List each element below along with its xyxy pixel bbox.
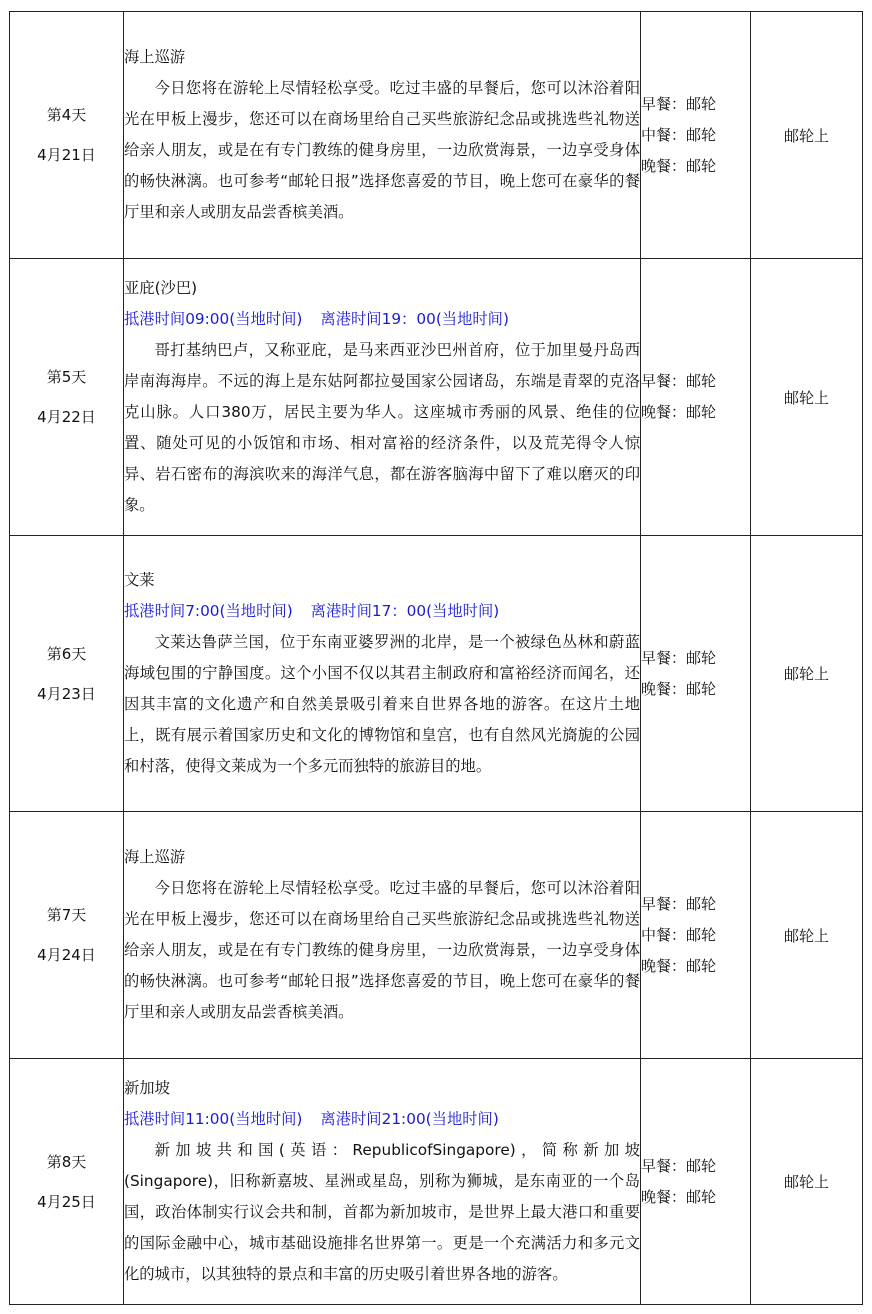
description-text: 新加坡共和国(英语：RepublicofSingapore)，简称新加坡(Singapore)，旧称新嘉坡、星洲或星岛，别称为狮城，是东南亚的一个岛国，政治体制实行议会共和制，首都为新加坡市，是世界上最大港口和重要的国际金融中心，城市基础设施排名世界第一。更是一个充满活力和多元文化的城市，以其独特的景点和丰富的历史吸引着世界各地的游客。 bbox=[124, 1141, 640, 1283]
day-cell bbox=[10, 1059, 124, 1305]
meal-item: 中餐：邮轮 bbox=[641, 925, 717, 944]
description-cell bbox=[124, 259, 641, 536]
description-text: 文莱达鲁萨兰国，位于东南亚婆罗洲的北岸，是一个被绿色丛林和蔚蓝海域包围的宁静国度。这个小国不仅以其君主制政府和富裕经济而闻名，还因其丰富的文化遗产和自然美景吸引着来自世界各地的游客。在这片土地上，既有展示着国家历史和文化的博物馆和皇宫，也有自然风光旖旎的公园和村落，使得文莱成为一个多元而独特的旅游目的地。 bbox=[124, 633, 640, 775]
description-cell bbox=[124, 812, 641, 1059]
destination-title: 新加坡 bbox=[124, 1079, 170, 1097]
day-cell bbox=[10, 259, 124, 536]
table-row bbox=[10, 12, 863, 259]
meal-item: 早餐：邮轮 bbox=[641, 894, 717, 913]
destination-title: 文莱 bbox=[124, 571, 155, 589]
port-times bbox=[124, 304, 640, 335]
port-times bbox=[124, 1104, 640, 1135]
meals-cell bbox=[641, 259, 751, 536]
meal-item: 早餐：邮轮 bbox=[641, 94, 717, 113]
day-number: 第8天 bbox=[46, 1152, 87, 1171]
meals-cell bbox=[641, 812, 751, 1059]
meal-item: 晚餐：邮轮 bbox=[641, 956, 717, 975]
table-row bbox=[10, 259, 863, 536]
arrival-time: 抵港时间09:00(当地时间) bbox=[124, 310, 303, 328]
meal-item: 早餐：邮轮 bbox=[641, 372, 717, 390]
meal-item: 晚餐：邮轮 bbox=[641, 679, 717, 698]
meal-item: 晚餐：邮轮 bbox=[641, 1187, 717, 1206]
lodging-cell: 邮轮上 bbox=[751, 536, 863, 812]
day-cell bbox=[10, 812, 124, 1059]
departure-time: 离港时间19：00(当地时间) bbox=[320, 310, 509, 328]
day-cell bbox=[10, 12, 124, 259]
lodging-cell: 邮轮上 bbox=[751, 12, 863, 259]
day-date: 4月22日 bbox=[37, 408, 96, 426]
lodging-cell: 邮轮上 bbox=[751, 259, 863, 536]
day-date: 4月24日 bbox=[37, 946, 96, 964]
meal-item: 中餐：邮轮 bbox=[641, 125, 717, 144]
day-date: 4月23日 bbox=[37, 684, 96, 703]
meal-item: 早餐：邮轮 bbox=[641, 1156, 717, 1175]
port-times bbox=[124, 596, 640, 627]
arrival-time: 抵港时间7:00(当地时间) bbox=[124, 602, 293, 620]
day-number: 第7天 bbox=[46, 906, 87, 924]
meals-cell bbox=[641, 12, 751, 259]
description-cell bbox=[124, 12, 641, 259]
departure-time: 离港时间21:00(当地时间) bbox=[320, 1110, 499, 1128]
day-number: 第5天 bbox=[46, 368, 87, 386]
meals-cell bbox=[641, 1059, 751, 1305]
arrival-time: 抵港时间11:00(当地时间) bbox=[124, 1110, 303, 1128]
description-cell bbox=[124, 1059, 641, 1305]
description-text: 哥打基纳巴卢，又称亚庇，是马来西亚沙巴州首府，位于加里曼丹岛西岸南海海岸。不远的海上是东姑阿都拉曼国家公园诸岛，东端是青翠的克洛克山脉。人口380万，居民主要为华人。这座城市秀丽的风景、绝佳的位置、随处可见的小饭馆和市场、相对富裕的经济条件，以及荒芜得令人惊异、岩石密布的海滨吹来的海洋气息，都在游客脑海中留下了难以磨灭的印象。 bbox=[124, 341, 640, 514]
day-number: 第6天 bbox=[46, 644, 87, 663]
itinerary-table bbox=[9, 11, 863, 1305]
destination-title: 海上巡游 bbox=[124, 48, 186, 66]
table-row bbox=[10, 1059, 863, 1305]
description-text: 今日您将在游轮上尽情轻松享受。吃过丰盛的早餐后，您可以沐浴着阳光在甲板上漫步，您还可以在商场里给自己买些旅游纪念品或挑选些礼物送给亲人朋友，或是在有专门教练的健身房里，一边欣赏海景，一边享受身体的畅快淋漓。也可参考“邮轮日报”选择您喜爱的节目，晚上您可在豪华的餐厅里和亲人或朋友品尝香槟美酒。 bbox=[124, 79, 640, 221]
day-date: 4月21日 bbox=[37, 146, 96, 164]
lodging-cell: 邮轮上 bbox=[751, 1059, 863, 1305]
destination-title: 海上巡游 bbox=[124, 848, 186, 866]
day-number: 第4天 bbox=[46, 106, 87, 124]
destination-title: 亚庇(沙巴) bbox=[124, 279, 198, 297]
lodging-cell: 邮轮上 bbox=[751, 812, 863, 1059]
description-text: 今日您将在游轮上尽情轻松享受。吃过丰盛的早餐后，您可以沐浴着阳光在甲板上漫步，您还可以在商场里给自己买些旅游纪念品或挑选些礼物送给亲人朋友，或是在有专门教练的健身房里，一边欣赏海景，一边享受身体的畅快淋漓。也可参考“邮轮日报”选择您喜爱的节目，晚上您可在豪华的餐厅里和亲人或朋友品尝香槟美酒。 bbox=[124, 879, 640, 1021]
description-cell bbox=[124, 536, 641, 812]
table-row bbox=[10, 536, 863, 812]
meal-item: 早餐：邮轮 bbox=[641, 648, 717, 667]
meal-item: 晚餐：邮轮 bbox=[641, 156, 717, 175]
table-row bbox=[10, 812, 863, 1059]
day-date: 4月25日 bbox=[37, 1192, 96, 1211]
day-cell bbox=[10, 536, 124, 812]
meal-item: 晚餐：邮轮 bbox=[641, 403, 717, 421]
meals-cell bbox=[641, 536, 751, 812]
departure-time: 离港时间17：00(当地时间) bbox=[310, 602, 500, 620]
